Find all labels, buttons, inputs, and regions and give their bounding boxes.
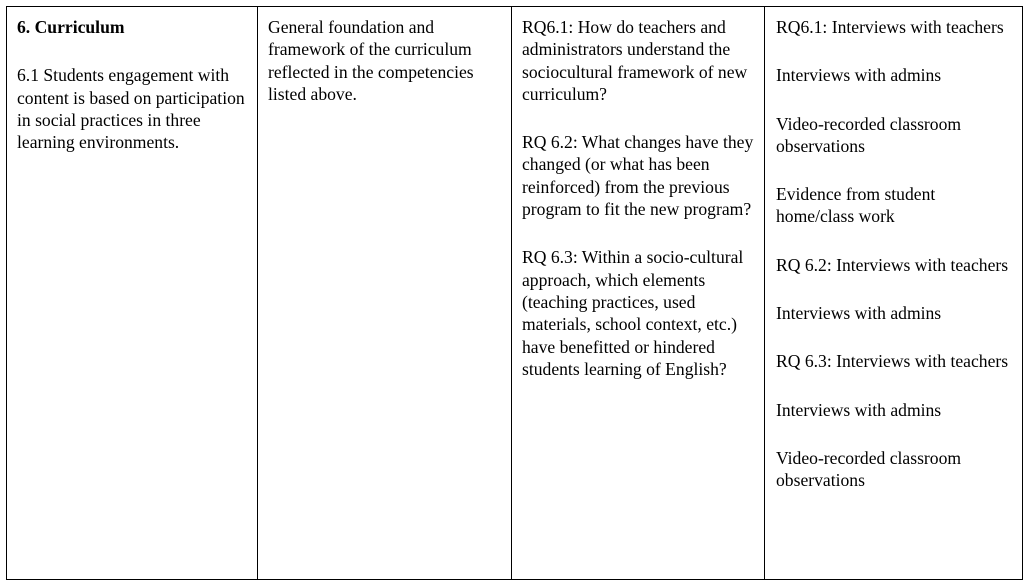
research-question: RQ 6.2: What changes have they changed (or what has been reinforced) from the previous program to fit the new program? <box>522 132 754 220</box>
data-source-item: RQ 6.3: Interviews with teachers <box>776 351 1009 372</box>
research-question: RQ 6.3: Within a socio-cultural approach, which elements (teaching practices, used materials, school context, etc.) have benefitted or hindered students learning of English? <box>522 247 744 379</box>
cell-heading: 6. Curriculum <box>17 17 125 37</box>
cell-framework-text: General foundation and framework of the curriculum reflected in the competencies listed above. <box>268 17 474 104</box>
curriculum-table <box>6 6 1023 580</box>
data-source-item: Evidence from student home/class work <box>776 184 936 227</box>
cell-description: 6.1 Students engagement with content is based on participation in social practices in three learning environments. <box>17 65 245 153</box>
data-source-item: Video-recorded classroom observations <box>776 447 962 491</box>
table-row <box>7 7 1023 580</box>
cell-research-questions <box>512 7 765 580</box>
data-source-item: Interviews with admins <box>776 399 942 420</box>
cell-focus-area <box>7 7 258 580</box>
cell-data-sources <box>765 7 1023 580</box>
cell-framework <box>258 7 512 580</box>
research-question: RQ6.1: How do teachers and administrators understand the sociocultural framework of new curriculum? <box>522 17 748 104</box>
data-source-item: RQ6.1: Interviews with teachers <box>776 17 1004 37</box>
data-source-item: Video-recorded classroom observations <box>776 113 962 156</box>
data-source-item: Interviews with admins <box>776 65 942 86</box>
data-source-item: Interviews with admins <box>776 303 942 324</box>
data-source-item: RQ 6.2: Interviews with teachers <box>776 254 1009 275</box>
